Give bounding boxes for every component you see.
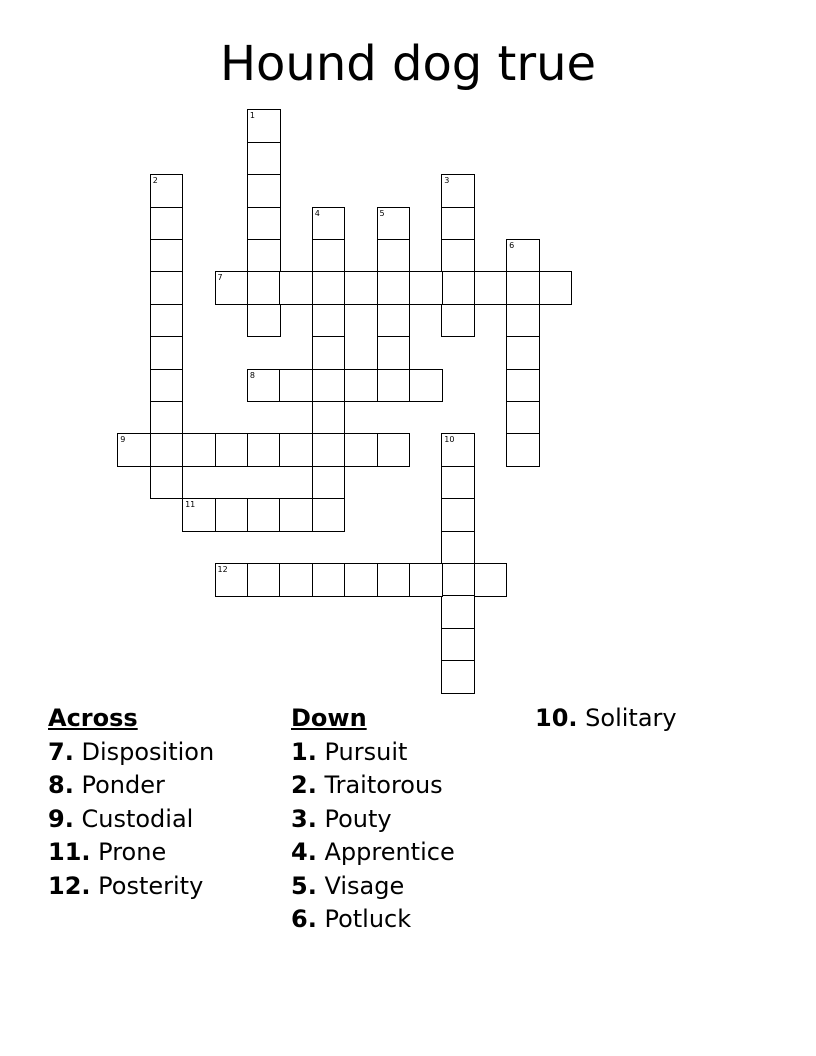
cell-number: 9 bbox=[120, 435, 126, 445]
grid-cell[interactable] bbox=[312, 271, 346, 305]
grid-cell[interactable] bbox=[150, 207, 184, 241]
grid-cell[interactable] bbox=[441, 628, 475, 662]
across-clue bbox=[48, 870, 214, 904]
grid-cell[interactable] bbox=[441, 563, 475, 597]
grid-cell[interactable] bbox=[312, 239, 346, 273]
grid-cell[interactable] bbox=[506, 239, 540, 273]
grid-cell[interactable] bbox=[506, 433, 540, 467]
down-heading: Down bbox=[291, 704, 367, 732]
clue-text: Visage bbox=[324, 871, 405, 900]
cell-number: 11 bbox=[185, 500, 196, 510]
down-clue bbox=[291, 803, 455, 837]
grid-cell[interactable] bbox=[150, 336, 184, 370]
clue-text: Apprentice bbox=[324, 838, 455, 866]
grid-cell[interactable] bbox=[247, 498, 281, 532]
grid-cell[interactable] bbox=[150, 239, 184, 273]
grid-cell[interactable] bbox=[312, 336, 346, 370]
clue-number: 2. bbox=[291, 771, 317, 799]
down-clue bbox=[535, 702, 677, 736]
clue-number: 12. bbox=[48, 871, 91, 900]
grid-cell[interactable] bbox=[506, 401, 540, 435]
clue-number: 1. bbox=[291, 737, 317, 766]
grid-cell[interactable] bbox=[312, 369, 346, 403]
grid-cell[interactable] bbox=[279, 563, 313, 597]
grid-cell[interactable] bbox=[441, 304, 475, 338]
grid-cell[interactable] bbox=[441, 531, 475, 565]
clue-text: Traitorous bbox=[324, 771, 443, 799]
grid-cell[interactable] bbox=[539, 271, 573, 305]
clue-number: 3. bbox=[291, 804, 317, 833]
grid-cell[interactable] bbox=[312, 207, 346, 241]
grid-cell[interactable] bbox=[279, 271, 313, 305]
grid-cell[interactable] bbox=[312, 563, 346, 597]
grid-cell[interactable] bbox=[409, 563, 443, 597]
down-clue bbox=[291, 736, 455, 770]
down-clue bbox=[291, 836, 455, 870]
grid-cell[interactable] bbox=[312, 433, 346, 467]
grid-cell[interactable] bbox=[377, 271, 411, 305]
grid-cell[interactable] bbox=[150, 174, 184, 208]
clue-number: 8. bbox=[48, 771, 74, 799]
cell-number: 2 bbox=[152, 176, 158, 186]
grid-cell[interactable] bbox=[474, 271, 508, 305]
grid-cell[interactable] bbox=[441, 595, 475, 629]
grid-cell[interactable] bbox=[312, 401, 346, 435]
cell-number: 4 bbox=[314, 208, 320, 218]
clue-number: 9. bbox=[48, 804, 74, 833]
grid-cell[interactable] bbox=[377, 369, 411, 403]
grid-cell[interactable] bbox=[247, 304, 281, 338]
grid-cell[interactable] bbox=[182, 433, 216, 467]
grid-cell[interactable] bbox=[506, 271, 540, 305]
across-heading: Across bbox=[48, 704, 138, 732]
grid-cell[interactable] bbox=[474, 563, 508, 597]
cell-number: 1 bbox=[249, 111, 255, 121]
cell-number: 8 bbox=[249, 370, 255, 380]
grid-cell[interactable] bbox=[312, 304, 346, 338]
cell-number: 6 bbox=[509, 240, 515, 250]
grid-cell[interactable] bbox=[279, 433, 313, 467]
grid-cell[interactable] bbox=[441, 271, 475, 305]
grid-cell[interactable] bbox=[215, 498, 249, 532]
grid-cell[interactable] bbox=[506, 336, 540, 370]
grid-cell[interactable] bbox=[377, 336, 411, 370]
grid-cell[interactable] bbox=[441, 660, 475, 694]
grid-cell[interactable] bbox=[377, 563, 411, 597]
grid-cell[interactable] bbox=[441, 174, 475, 208]
clue-number: 6. bbox=[291, 905, 317, 933]
grid-cell[interactable] bbox=[150, 271, 184, 305]
down-clues bbox=[291, 702, 455, 937]
clue-text: Disposition bbox=[81, 737, 215, 766]
grid-cell[interactable] bbox=[150, 466, 184, 500]
grid-cell[interactable] bbox=[150, 369, 184, 403]
clue-text: Prone bbox=[98, 838, 167, 866]
grid-cell[interactable] bbox=[506, 304, 540, 338]
grid-cell[interactable] bbox=[441, 207, 475, 241]
grid-cell[interactable] bbox=[441, 498, 475, 532]
clue-text: Pursuit bbox=[324, 737, 408, 766]
grid-cell[interactable] bbox=[247, 174, 281, 208]
clue-text: Solitary bbox=[585, 704, 677, 732]
grid-cell[interactable] bbox=[247, 563, 281, 597]
grid-cell[interactable] bbox=[312, 498, 346, 532]
grid-cell[interactable] bbox=[247, 207, 281, 241]
clue-text: Potluck bbox=[324, 905, 412, 933]
clue-number: 10. bbox=[535, 704, 578, 732]
grid-cell[interactable] bbox=[215, 271, 249, 305]
grid-cell[interactable] bbox=[344, 369, 378, 403]
clue-text: Custodial bbox=[81, 804, 194, 833]
grid-cell[interactable] bbox=[150, 433, 184, 467]
clue-number: 5. bbox=[291, 871, 317, 900]
grid-cell[interactable] bbox=[215, 563, 249, 597]
grid-cell[interactable] bbox=[247, 433, 281, 467]
clue-number: 11. bbox=[48, 838, 91, 866]
grid-cell[interactable] bbox=[279, 498, 313, 532]
across-clues bbox=[48, 702, 214, 903]
cell-number: 10 bbox=[444, 435, 455, 445]
grid-cell[interactable] bbox=[247, 109, 281, 143]
grid-cell[interactable] bbox=[344, 563, 378, 597]
grid-cell[interactable] bbox=[247, 271, 281, 305]
grid-cell[interactable] bbox=[279, 369, 313, 403]
cell-number: 12 bbox=[217, 564, 228, 574]
grid-cell[interactable] bbox=[344, 271, 378, 305]
grid-cell[interactable] bbox=[409, 271, 443, 305]
grid-cell[interactable] bbox=[150, 304, 184, 338]
clue-text: Pouty bbox=[324, 804, 392, 833]
down-clue bbox=[291, 903, 455, 937]
grid-cell[interactable] bbox=[150, 401, 184, 435]
grid-cell[interactable] bbox=[441, 466, 475, 500]
clue-text: Ponder bbox=[81, 771, 165, 799]
grid-cell[interactable] bbox=[344, 433, 378, 467]
grid-cell[interactable] bbox=[117, 433, 151, 467]
across-clue bbox=[48, 736, 214, 770]
clue-number: 7. bbox=[48, 737, 74, 766]
down-clue bbox=[291, 769, 455, 803]
across-clue bbox=[48, 836, 214, 870]
grid-cell[interactable] bbox=[377, 239, 411, 273]
cell-number: 5 bbox=[379, 208, 385, 218]
grid-cell[interactable] bbox=[377, 207, 411, 241]
clue-text: Posterity bbox=[98, 871, 204, 900]
across-clue bbox=[48, 803, 214, 837]
grid-cell[interactable] bbox=[247, 239, 281, 273]
grid-cell[interactable] bbox=[441, 433, 475, 467]
grid-cell[interactable] bbox=[247, 369, 281, 403]
down-clues-continued bbox=[535, 702, 677, 736]
grid-cell[interactable] bbox=[377, 433, 411, 467]
grid-cell[interactable] bbox=[377, 304, 411, 338]
grid-cell[interactable] bbox=[182, 498, 216, 532]
cell-number: 7 bbox=[217, 273, 223, 283]
grid-cell[interactable] bbox=[441, 239, 475, 273]
grid-cell[interactable] bbox=[312, 466, 346, 500]
across-clue bbox=[48, 769, 214, 803]
grid-cell[interactable] bbox=[215, 433, 249, 467]
grid-cell[interactable] bbox=[506, 369, 540, 403]
grid-cell[interactable] bbox=[247, 142, 281, 176]
grid-cell[interactable] bbox=[409, 369, 443, 403]
puzzle-title: Hound dog true bbox=[219, 36, 597, 92]
cell-number: 3 bbox=[444, 176, 450, 186]
down-clue bbox=[291, 870, 455, 904]
clue-number: 4. bbox=[291, 838, 317, 866]
